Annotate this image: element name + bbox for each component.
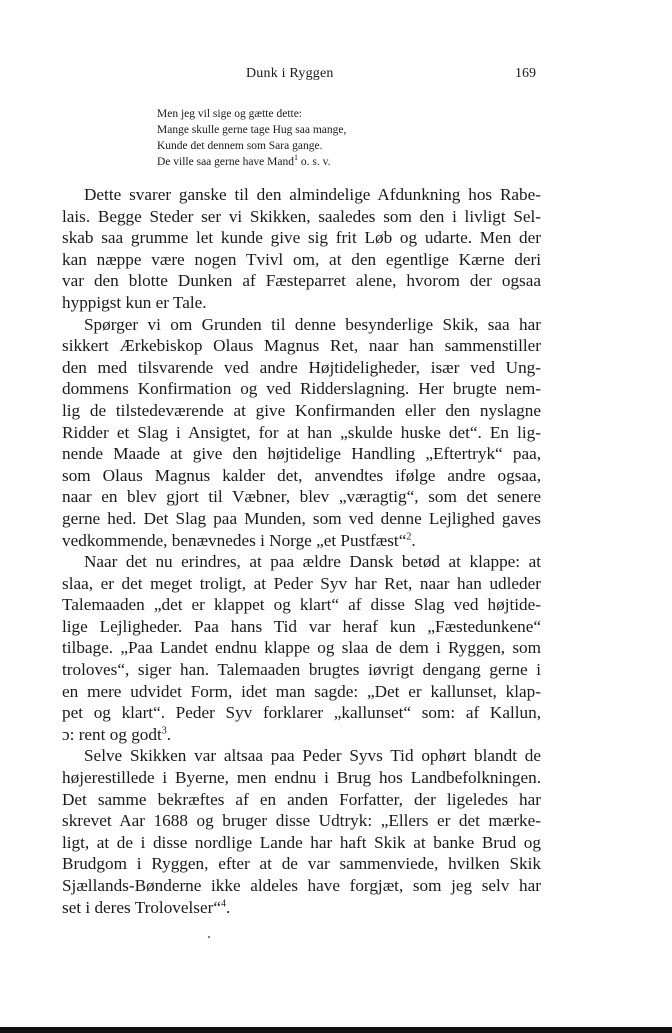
verse-line-tail: o. s. v. xyxy=(297,156,331,168)
footnote-marker: 2 xyxy=(406,530,412,542)
text-line-content: ɔ: rent og godt xyxy=(62,724,162,744)
text-line: tilbage. „Paa Landet endnu klappe og slaa de dem i Ryggen, som xyxy=(62,638,541,658)
text-line-tail: . xyxy=(225,897,231,917)
text-line: Selve Skikken var altsaa paa Peder Syvs Tid ophørt blandt de xyxy=(84,746,541,766)
text-line: skrevet Aar 1688 og bruger disse Udtryk: „Ellers er det mærke- xyxy=(62,811,541,831)
text-line: ligt, at de i disse nordlige Lande har haft Skik at banke Brud og xyxy=(62,832,541,852)
text-line: sikkert Ærkebiskop Olaus Magnus Ret, naar han sammenstiller xyxy=(62,336,541,356)
paragraph-4 xyxy=(62,745,541,918)
paragraph-3 xyxy=(62,551,541,745)
text-line: hyppigst kun er Tale. xyxy=(62,292,207,312)
text-line xyxy=(62,724,541,746)
text-line-tail: . xyxy=(411,530,416,550)
footnote-marker: 3 xyxy=(161,725,167,737)
paragraph-1 xyxy=(62,184,541,314)
text-line: skab saa grumme let kunde give sig frit Løb og udarte. Men der xyxy=(62,228,541,248)
body-text xyxy=(62,184,541,918)
text-line: pet og klart“. Peder Syv forklarer „kallunset“ som: af Kallun, xyxy=(62,703,541,723)
text-line: Brudgom i Ryggen, efter at de var sammenviede, hvilken Skik xyxy=(62,854,541,874)
text-line-tail: . xyxy=(166,724,172,744)
verse-line: Men jeg vil sige og gætte dette: xyxy=(157,108,303,120)
text-line: som Olaus Magnus kalder det, anvendtes ifølge andre ogsaa, xyxy=(62,465,541,485)
text-line: lig de tilstedeværende at give Konfirmanden eller den nyslagne xyxy=(62,400,541,420)
text-line: gerne hed. Det Slag paa Munden, som ved denne Lejlighed gaves xyxy=(62,508,541,528)
text-line: højerestillede i Byerne, men endnu i Brug hos Landbefolkningen. xyxy=(62,768,541,788)
print-speck xyxy=(208,936,210,938)
text-line-content: set i deres Trolovelser“ xyxy=(62,897,221,917)
verse-quotation xyxy=(157,106,497,170)
text-line-content: vedkommende, benævnedes i Norge „et Pustfæst“ xyxy=(62,530,407,550)
text-line: nende Maade at give den højtidelige Handling „Eftertryk“ paa, xyxy=(62,444,541,464)
text-line: Sjællands-Bønderne ikke aldeles have forgjæt, som jeg selv har xyxy=(62,876,541,895)
verse-line xyxy=(157,154,497,170)
text-line: Ridder et Slag i Ansigtet, for at han „skulde huske det“. En lig- xyxy=(62,422,541,442)
verse-line: Mange skulle gerne tage Hug saa mange, xyxy=(157,124,347,136)
text-line: en mere udvidet Form, idet man sagde: „Det er kallunset, klap- xyxy=(62,681,541,701)
text-line: Spørger vi om Grunden til denne besynderlige Skik, saa har xyxy=(84,314,541,334)
text-line: var den blotte Dunken af Fæsteparret alene, hvorom der ogsaa xyxy=(62,271,541,291)
text-line: Det samme bekræftes af en anden Forfatter, der ligeledes har xyxy=(62,789,541,809)
text-line: Naar det nu erindres, at paa ældre Dansk betød at klappe: at xyxy=(84,552,541,572)
text-line xyxy=(62,897,541,919)
verse-line-text: De ville saa gerne have Mand xyxy=(157,156,294,168)
text-line: lais. Begge Steder ser vi Skikken, saaledes som den i livligt Sel- xyxy=(62,206,541,226)
footnote-marker: 1 xyxy=(293,153,298,163)
text-line: slaa, er det meget troligt, at Peder Syv har Ret, naar han udleder xyxy=(62,573,541,593)
text-line: kan næppe være nogen Tvivl om, at den egentlige Kærne deri xyxy=(62,249,541,269)
verse-line: Kunde det dennem som Sara gange. xyxy=(157,140,323,152)
text-line: naar en blev gjort til Væbner, blev „væragtig“, som det senere xyxy=(62,487,541,507)
running-header-title: Dunk i Ryggen xyxy=(246,66,334,81)
text-line: troloves“, siger han. Talemaaden brugtes iøvrigt dengang gerne i xyxy=(62,660,541,680)
paragraph-2 xyxy=(62,314,541,552)
text-line: lige Lejligheder. Paa hans Tid var heraf kun „Fæstedunkene“ xyxy=(62,616,541,636)
scan-edge xyxy=(0,1027,672,1033)
text-line: Talemaaden „det er klappet og klart“ af disse Slag ved højtide- xyxy=(62,595,541,615)
text-line: den med tilsvarende ved andre Højtideligheder, især ved Ung- xyxy=(62,357,541,377)
text-line: dommens Konfirmation og ved Ridderslagning. Her brugte nem- xyxy=(62,379,541,399)
page-number: 169 xyxy=(515,66,536,81)
text-line: Dette svarer ganske til den almindelige Afdunkning hos Rabe- xyxy=(84,185,541,204)
footnote-marker: 4 xyxy=(220,897,226,909)
text-line xyxy=(62,530,541,552)
